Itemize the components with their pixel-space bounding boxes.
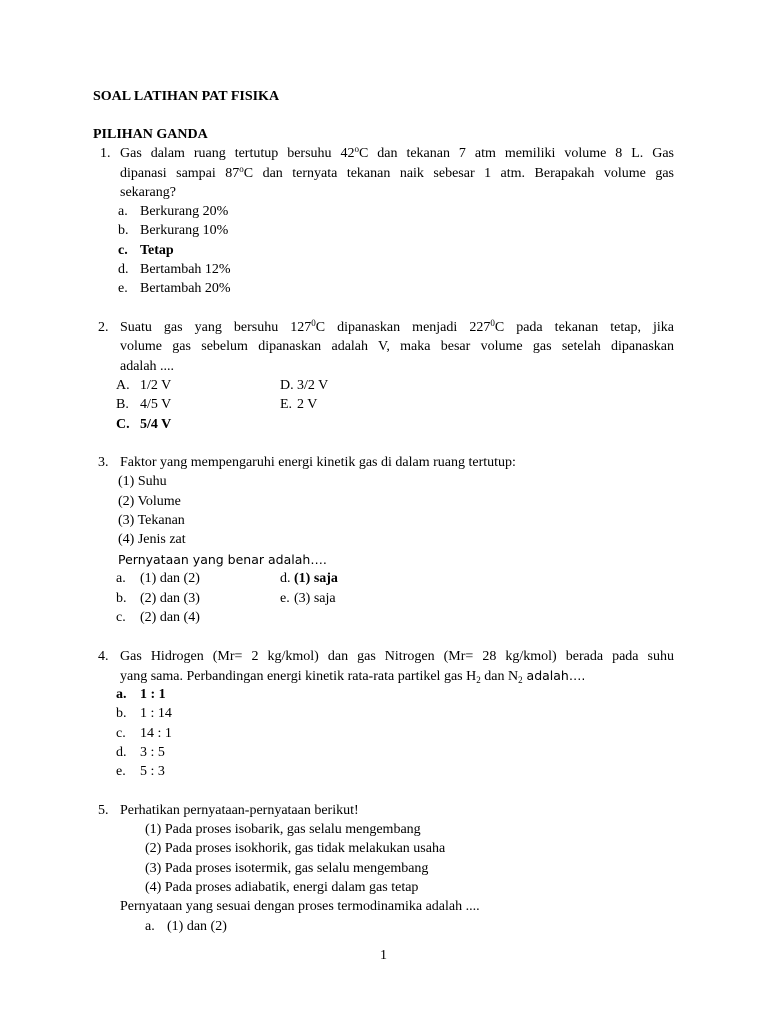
option-text: Berkurang 10% [140,223,229,238]
list-item: (3) Pada proses isotermik, gas selalu mengembang [145,861,429,876]
option-text: (2) dan (3) [140,591,200,606]
option-text: 4/5 V [140,397,172,412]
option-text: 1 : 14 [140,706,172,721]
option-key: D. [280,378,294,393]
option-key-answer: c. [118,243,128,258]
option-key: b. [116,706,127,721]
option-text-answer: 5/4 V [140,417,172,432]
option-key-answer: a. [116,687,127,702]
option-key: e. [118,281,128,296]
option-text: (3) saja [294,591,336,606]
question-number: 3. [98,455,109,470]
option-text-answer: Tetap [140,243,174,258]
option-text: 2 V [297,397,318,412]
question-text-line: Gas Hidrogen (Mr= 2 kg/kmol) dan gas Nitrogen (Mr= 28 kg/kmol) berada pada suhu [120,649,674,664]
question-text-line: adalah .... [120,359,175,374]
question-text-line: sekarang? [120,185,176,200]
page-number: 1 [380,948,387,963]
option-key: d. [118,262,129,277]
document-title: SOAL LATIHAN PAT FISIKA [93,89,280,104]
question-text-line: volume gas sebelum dipanaskan adalah V, maka besar volume gas setelah dipanaskan [120,339,674,354]
list-item: (2) Pada proses isokhorik, gas tidak melakukan usaha [145,841,446,856]
option-text: Berkurang 20% [140,204,229,219]
option-text-answer: 1 : 1 [140,687,166,702]
option-key-answer: C. [116,417,130,432]
option-text: 5 : 3 [140,764,165,779]
option-text: 3 : 5 [140,745,165,760]
option-text: 3/2 V [297,378,329,393]
option-key: c. [116,610,126,625]
question-number: 2. [98,320,109,335]
question-text-line: Gas dalam ruang tertutup bersuhu 42$^o$C dan tekanan 7 atm memiliki volume 8 L. Gas [120,144,674,161]
option-text: Bertambah 12% [140,262,231,277]
list-item: (4) Pada proses adiabatik, energi dalam gas tetap [145,880,419,895]
option-key: d. [280,571,291,586]
question-number: 5. [98,803,109,818]
list-item: (3) Tekanan [118,513,185,528]
option-text: (1) dan (2) [167,919,227,934]
option-key: c. [116,726,126,741]
option-key: a. [145,919,155,934]
option-key: b. [118,223,129,238]
question-text-line: Perhatikan pernyataan-pernyataan berikut! [120,803,359,818]
option-key: B. [116,397,129,412]
option-text: 1/2 V [140,378,172,393]
option-key: a. [118,204,128,219]
option-key: e. [116,764,126,779]
option-key: A. [116,378,130,393]
question-text-line: Faktor yang mempengaruhi energi kinetik gas di dalam ruang tertutup: [120,455,516,470]
question-text-line: Suatu gas yang bersuhu $127^0C$ dipanaskan menjadi $227^0C$ pada tekanan tetap, jika [120,318,675,335]
question-number: 1. [100,146,111,161]
question-number: 4. [98,649,109,664]
question-statement: Pernyataan yang benar adalah…. [118,552,327,567]
option-key: d. [116,745,127,760]
question-text-line: yang sama. Perbandingan energi kinetik rata-rata partikel gas $H_2$ dan $N_2$ adalah…. [120,668,586,685]
option-key: b. [116,591,127,606]
question-statement: Pernyataan yang sesuai dengan proses termodinamika adalah .... [120,899,480,914]
list-item: (1) Pada proses isobarik, gas selalu mengembang [145,822,421,837]
list-item: (1) Suhu [118,474,167,489]
option-text: (2) dan (4) [140,610,200,625]
section-heading: PILIHAN GANDA [93,127,208,142]
option-text: 14 : 1 [140,726,172,741]
list-item: (2) Volume [118,494,181,509]
option-key: a. [116,571,126,586]
option-text-answer: (1) saja [294,571,338,586]
option-text: Bertambah 20% [140,281,231,296]
list-item: (4) Jenis zat [118,532,186,547]
option-key: e. [280,591,290,606]
question-text-line: dipanasi sampai 87$^o$C dan ternyata tekanan naik sebesar 1 atm. Berapakah volume gas [120,164,674,181]
option-key: E. [280,397,293,412]
option-text: (1) dan (2) [140,571,200,586]
